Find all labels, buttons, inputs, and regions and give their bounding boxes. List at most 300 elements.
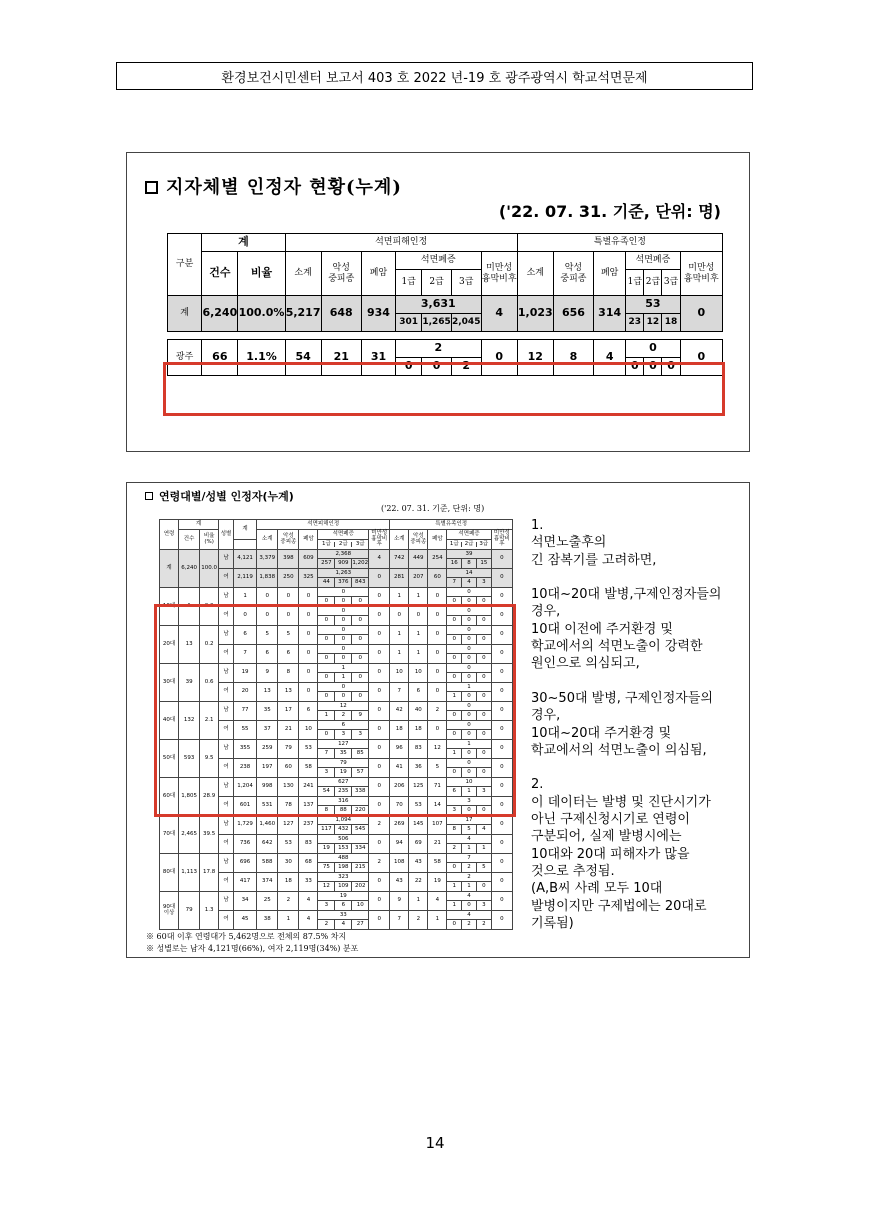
cell: 648 xyxy=(321,296,361,332)
cell: 0 xyxy=(299,607,318,626)
cell: 43 xyxy=(390,873,409,892)
cell: 1,805 xyxy=(179,778,200,816)
cell: 0 xyxy=(369,740,390,759)
cell: 0 xyxy=(278,588,299,607)
cell: 10 xyxy=(409,664,428,683)
pj-g1: 8 xyxy=(324,807,329,813)
pyejeung-cell xyxy=(318,854,369,873)
pj-total: 6 xyxy=(318,721,368,730)
cell: 1.3 xyxy=(200,892,219,930)
col-sp-pyeam: 폐암 xyxy=(428,530,447,550)
cell: 18 xyxy=(278,873,299,892)
pyejeung-cell xyxy=(318,816,369,835)
sp-pj-g3: 0 xyxy=(476,806,491,815)
pj-g2: 4 xyxy=(334,920,351,929)
cell: 374 xyxy=(257,873,278,892)
cell: 0 xyxy=(422,358,452,376)
cell: 40 xyxy=(409,702,428,721)
cell: 5 xyxy=(278,626,299,645)
cell: 6 xyxy=(278,645,299,664)
pj-g2: 0 xyxy=(334,616,351,625)
pj-g2: 6 xyxy=(334,901,351,910)
sp-pyejeung-cell xyxy=(447,873,491,892)
pj-g3: 9 xyxy=(351,711,368,720)
col-sp-pyejeung: 석면폐증 xyxy=(626,252,680,270)
col-sp-g1: 1급 xyxy=(449,540,459,547)
cell: 206 xyxy=(390,778,409,797)
cell: 137 xyxy=(299,797,318,816)
cell: 79 xyxy=(278,740,299,759)
report-header-text: 환경보건시민센터 보고서 403 호 2022 년-19 호 광주광역시 학교석면문제 xyxy=(221,70,648,86)
cell: 96 xyxy=(390,740,409,759)
sp-pj-total: 0 xyxy=(447,664,490,673)
cell: 0 xyxy=(491,797,512,816)
report-header xyxy=(116,62,753,90)
cell: 1,460 xyxy=(257,816,278,835)
cell: 34 xyxy=(233,892,256,911)
pj-g3: 3 xyxy=(351,730,368,739)
pj-g1: 117 xyxy=(321,826,332,832)
cell: 2 xyxy=(369,854,390,873)
sp-pj-g1: 0 xyxy=(452,769,456,775)
cell: 0 xyxy=(299,588,318,607)
cell: 여 xyxy=(219,645,234,664)
cell: 0 xyxy=(369,569,390,588)
cell: 0 xyxy=(491,816,512,835)
sp-pj-g1: 6 xyxy=(452,788,456,794)
sp-pj-total: 4 xyxy=(447,911,490,920)
sp-pyejeung-cell xyxy=(447,569,491,588)
cell: 0 xyxy=(369,588,390,607)
commentary-line: (A,B씨 사례 모두 10대 xyxy=(531,881,663,897)
pj-g2: 3 xyxy=(334,730,351,739)
sp-pj-g1: 0 xyxy=(452,731,456,737)
pj-g1: 3 xyxy=(324,902,329,908)
slide1-title xyxy=(145,173,402,199)
cell: 0 xyxy=(369,892,390,911)
cell: 42 xyxy=(390,702,409,721)
sp-pj-total: 1 xyxy=(447,740,490,749)
cell: 남 xyxy=(219,702,234,721)
cell: 107 xyxy=(428,816,447,835)
cell: 12 xyxy=(644,314,662,332)
sp-pj-total: 10 xyxy=(447,778,490,787)
cell: 10대 xyxy=(160,588,179,626)
sp-pj-g1: 1 xyxy=(452,693,456,699)
cell: 23 xyxy=(626,314,644,332)
cell: 4 xyxy=(369,550,390,569)
cell: 45 xyxy=(233,911,256,930)
checkbox-square-icon xyxy=(145,181,158,194)
cell: 36 xyxy=(409,759,428,778)
pj-total: 627 xyxy=(318,778,368,787)
sp-pj-total: 1 xyxy=(447,683,490,692)
cell: 4 xyxy=(594,340,626,376)
sp-pj-g2: 0 xyxy=(461,692,476,701)
sp-pj-g3: 5 xyxy=(476,863,491,872)
cell: 37 xyxy=(257,721,278,740)
sp-pj-g2: 0 xyxy=(461,730,476,739)
col-g1: 1급 xyxy=(322,540,331,547)
sp-pj-g2: 0 xyxy=(461,635,476,644)
pj-g2: 0 xyxy=(334,635,351,644)
cell: 여 xyxy=(219,759,234,778)
cell: 83 xyxy=(299,835,318,854)
pj-g1: 0 xyxy=(324,617,329,623)
regional-status-slide xyxy=(126,152,750,452)
cell: 39.5 xyxy=(200,816,219,854)
cell: 2 xyxy=(451,358,481,376)
sp-pyejeung-cell xyxy=(447,835,491,854)
cell: 0 xyxy=(369,778,390,797)
cell: 1 xyxy=(428,911,447,930)
pj-g3: 545 xyxy=(351,825,368,834)
note-line: ※ 성별로는 남자 4,121명(66%), 여자 2,119명(34%) 분포 xyxy=(146,943,359,953)
cell: 1 xyxy=(409,588,428,607)
pj-g2: 198 xyxy=(334,863,351,872)
sp-pj-total: 0 xyxy=(447,721,490,730)
pj-g3: 220 xyxy=(351,806,368,815)
cell: 69 xyxy=(409,835,428,854)
cell: 4 xyxy=(481,296,517,332)
sp-pj-g3: 0 xyxy=(476,616,491,625)
col-sex: 성별 xyxy=(219,520,234,550)
pj-g2: 432 xyxy=(334,825,351,834)
cell: 35 xyxy=(257,702,278,721)
cell: 449 xyxy=(409,550,428,569)
cell: 0 xyxy=(278,607,299,626)
pj-g3: 0 xyxy=(351,654,368,663)
commentary-line: 것으로 추정됨. xyxy=(531,863,615,879)
sp-pj-g1: 0 xyxy=(452,598,456,604)
pj-g1: 0 xyxy=(324,674,329,680)
cell: 0 xyxy=(299,683,318,702)
cell: 83 xyxy=(409,740,428,759)
pj-g3: 843 xyxy=(351,578,368,587)
cell: 6,240 xyxy=(179,550,200,588)
cell: 0 xyxy=(491,740,512,759)
col-seokmyeon: 석면피해인정 xyxy=(285,234,517,252)
pj-g2: 909 xyxy=(334,559,351,568)
regional-status-table xyxy=(167,233,723,376)
cell: 593 xyxy=(179,740,200,778)
cell: 33 xyxy=(299,873,318,892)
cell: 0.6 xyxy=(200,664,219,702)
sp-pj-g1: 1 xyxy=(452,902,456,908)
commentary-line xyxy=(531,569,746,586)
sp-pj-g2: 2 xyxy=(461,863,476,872)
pyejeung-cell xyxy=(318,550,369,569)
pj-total: 127 xyxy=(318,740,368,749)
cell: 1 xyxy=(233,588,256,607)
col-g3: 3급 xyxy=(451,270,481,296)
row-label: 광주 xyxy=(168,340,202,376)
col-sp-g3: 3급 xyxy=(476,542,491,548)
cell: 0 xyxy=(428,588,447,607)
col-gye2: 계 xyxy=(233,520,256,540)
sp-pj-g3: 0 xyxy=(476,768,491,777)
pj-g1: 2 xyxy=(324,921,329,927)
cell: 417 xyxy=(233,873,256,892)
cell: 0 xyxy=(491,854,512,873)
sp-pj-g3: 2 xyxy=(476,920,491,929)
pj-total: 2,368 xyxy=(318,550,368,559)
sp-pj-g2: 1 xyxy=(461,787,476,796)
cell: 742 xyxy=(390,550,409,569)
pj-g2: 0 xyxy=(334,597,351,606)
commentary-line: 10대 이전에 주거환경 및 xyxy=(531,621,673,637)
commentary-line: 10대~20대 주거환경 및 xyxy=(531,725,672,741)
sp-pj-g1: 0 xyxy=(452,636,456,642)
cell: 여 xyxy=(219,873,234,892)
cell: 3,631 xyxy=(396,296,481,314)
cell: 0 xyxy=(491,911,512,930)
commentary-line: 구분되어, 실제 발병시에는 xyxy=(531,829,682,845)
cell: 207 xyxy=(409,569,428,588)
cell: 4 xyxy=(299,911,318,930)
cell: 0 xyxy=(680,296,722,332)
cell: 325 xyxy=(299,569,318,588)
cell: 0 xyxy=(369,626,390,645)
commentary-line: 1. xyxy=(531,518,544,533)
cell: 79 xyxy=(179,892,200,930)
cell: 2.1 xyxy=(200,702,219,740)
sp-pj-g1: 7 xyxy=(452,579,456,585)
cell: 531 xyxy=(257,797,278,816)
pj-g3: 27 xyxy=(351,920,368,929)
cell: 0 xyxy=(369,702,390,721)
col-pyeam: 폐암 xyxy=(299,530,318,550)
cell: 127 xyxy=(278,816,299,835)
pyejeung-cell xyxy=(318,569,369,588)
cell: 20 xyxy=(233,683,256,702)
cell: 7 xyxy=(390,911,409,930)
sp-pj-g2: 0 xyxy=(461,806,476,815)
pj-g2: 0 xyxy=(334,654,351,663)
cell: 736 xyxy=(233,835,256,854)
cell: 39 xyxy=(179,664,200,702)
col-sp-mimanseong: 미만성 흉막비후 xyxy=(680,252,722,296)
cell: 0 xyxy=(491,759,512,778)
sp-pj-g3: 0 xyxy=(476,654,491,663)
pj-g3: 215 xyxy=(351,863,368,872)
commentary-line: 발병이지만 구제법에는 20대로 xyxy=(531,898,707,914)
pj-g3: 0 xyxy=(351,616,368,625)
cell: 55 xyxy=(233,721,256,740)
cell: 0 xyxy=(491,683,512,702)
cell: 2,465 xyxy=(179,816,200,854)
pj-g3: 57 xyxy=(351,768,368,777)
col-g1: 1급 xyxy=(396,270,422,296)
cell: 0 xyxy=(428,721,447,740)
table-row xyxy=(168,296,723,314)
cell: 60 xyxy=(428,569,447,588)
col-sp-grades xyxy=(447,540,491,550)
sp-pj-g2: 5 xyxy=(461,825,476,834)
sp-pj-total: 0 xyxy=(447,759,490,768)
cell: 237 xyxy=(299,816,318,835)
cell: 17.8 xyxy=(200,854,219,892)
cell: 남 xyxy=(219,854,234,873)
sp-pj-g1: 0 xyxy=(452,617,456,623)
cell: 588 xyxy=(257,854,278,873)
cell: 7 xyxy=(390,683,409,702)
cell: 9 xyxy=(257,664,278,683)
cell: 609 xyxy=(299,550,318,569)
cell: 0 xyxy=(369,835,390,854)
age-gender-slide xyxy=(126,482,750,958)
cell: 2 xyxy=(369,816,390,835)
col-g2: 2급 xyxy=(334,542,351,548)
cell: 0 xyxy=(491,588,512,607)
cell: 70 xyxy=(390,797,409,816)
cell: 4 xyxy=(299,892,318,911)
cell: 남 xyxy=(219,550,234,569)
cell: 13 xyxy=(179,626,200,664)
cell: 250 xyxy=(278,569,299,588)
cell: 90대 이상 xyxy=(160,892,179,930)
cell: 0 xyxy=(369,911,390,930)
cell: 9 xyxy=(390,892,409,911)
cell: 30대 xyxy=(160,664,179,702)
cell: 0 xyxy=(233,607,256,626)
cell: 108 xyxy=(390,854,409,873)
commentary-line: 긴 잠복기를 고려하면, xyxy=(531,552,657,568)
commentary-line: 10대와 20대 피해자가 많을 xyxy=(531,846,690,862)
sp-pj-g2: 0 xyxy=(461,901,476,910)
cell: 40대 xyxy=(160,702,179,740)
commentary-line: 기록됨) xyxy=(531,915,574,931)
cell: 0 xyxy=(481,340,517,376)
cell: 0 xyxy=(491,607,512,626)
cell: 0 xyxy=(428,664,447,683)
col-sp-mimanseong: 미만성 흉막비후 xyxy=(491,530,512,550)
pj-g3: 10 xyxy=(351,901,368,910)
row-spacer xyxy=(168,332,723,340)
cell: 여 xyxy=(219,569,234,588)
cell: 0 xyxy=(491,645,512,664)
slide2-title-text: 연령대별/성별 인정자(누계) xyxy=(159,490,294,503)
slide1-title-text: 지자체별 인정자 현황(누계) xyxy=(166,177,402,198)
cell: 여 xyxy=(219,721,234,740)
slide2-title xyxy=(145,488,294,504)
cell: 0 xyxy=(369,797,390,816)
sp-pyejeung-cell xyxy=(447,854,491,873)
cell: 0 xyxy=(299,664,318,683)
cell: 6 xyxy=(299,702,318,721)
cell: 8 xyxy=(553,340,593,376)
cell: 0 xyxy=(369,721,390,740)
pj-g1: 3 xyxy=(324,769,329,775)
sp-pj-g3: 3 xyxy=(476,787,491,796)
table-row xyxy=(160,816,513,835)
cell: 2,045 xyxy=(451,314,481,332)
cell: 0 xyxy=(369,607,390,626)
cell: 197 xyxy=(257,759,278,778)
cell: 998 xyxy=(257,778,278,797)
pj-g2: 35 xyxy=(334,749,351,758)
commentary-line: 학교에서의 석면노출이 강력한 xyxy=(531,639,703,655)
cell: 21 xyxy=(278,721,299,740)
sp-pyejeung-cell xyxy=(447,911,491,930)
slide2-notes xyxy=(146,931,358,954)
commentary-line: 30~50대 발병, 구제인정자들의 xyxy=(531,690,713,706)
cell: 28.9 xyxy=(200,778,219,816)
sp-pj-g1: 8 xyxy=(452,826,456,832)
pj-total: 506 xyxy=(318,835,368,844)
cell: 19 xyxy=(428,873,447,892)
sp-pj-g1: 0 xyxy=(452,674,456,680)
cell: 1 xyxy=(409,645,428,664)
col-pyejeung: 석면폐증 xyxy=(396,252,481,270)
sp-pj-g2: 1 xyxy=(461,882,476,891)
col-gye: 계 xyxy=(179,520,219,530)
sp-pj-g1: 1 xyxy=(452,750,456,756)
cell: 14 xyxy=(428,797,447,816)
col-akseong: 악성 중피종 xyxy=(321,252,361,296)
col-special: 특별유족인정 xyxy=(390,520,513,530)
cell: 21 xyxy=(321,340,361,376)
sp-pj-g1: 1 xyxy=(452,883,456,889)
cell: 254 xyxy=(428,550,447,569)
cell: 남 xyxy=(219,778,234,797)
sp-pj-g3: 3 xyxy=(476,578,491,587)
sp-pj-g3: 0 xyxy=(476,635,491,644)
cell: 1,265 xyxy=(422,314,452,332)
cell: 0 xyxy=(491,626,512,645)
commentary-line: 원인으로 의심되고, xyxy=(531,656,640,672)
sp-pj-g2: 0 xyxy=(461,654,476,663)
cell: 0.2 xyxy=(200,626,219,664)
pj-g2: 0 xyxy=(334,692,351,701)
sp-pj-g2: 0 xyxy=(461,711,476,720)
commentary-line: 경우, xyxy=(531,708,561,724)
col-sp-akseong: 악성 중피종 xyxy=(553,252,593,296)
pj-total: 488 xyxy=(318,854,368,863)
sp-pj-g3: 0 xyxy=(476,711,491,720)
cell: 4 xyxy=(428,892,447,911)
sp-pj-g2: 4 xyxy=(461,578,476,587)
commentary-line: 학교에서의 석면노출이 의심됨, xyxy=(531,742,707,758)
col-mimanseong: 미만성 흉막비후 xyxy=(369,530,390,550)
commentary-text xyxy=(531,517,746,932)
pj-g1: 44 xyxy=(322,579,330,585)
sp-pj-g3: 0 xyxy=(476,749,491,758)
cell: 94 xyxy=(390,835,409,854)
commentary-line: 2. xyxy=(531,777,544,793)
cell: 6 xyxy=(233,626,256,645)
cell: 1 xyxy=(390,588,409,607)
pj-g1: 257 xyxy=(321,560,332,566)
pj-total: 33 xyxy=(318,911,368,920)
col-sp-sogye: 소계 xyxy=(390,530,409,550)
pj-total: 79 xyxy=(318,759,368,768)
cell: 6 xyxy=(409,683,428,702)
commentary-line: 석면노출후의 xyxy=(531,535,607,551)
pj-g2: 376 xyxy=(334,578,351,587)
cell: 50대 xyxy=(160,740,179,778)
pyejeung-cell xyxy=(318,911,369,930)
table-row xyxy=(160,892,513,911)
commentary-line: 10대~20대 발병,구제인정자들의 xyxy=(531,587,722,603)
cell: 0 xyxy=(491,664,512,683)
col-sp-g1: 1급 xyxy=(626,270,644,296)
cell: 0 xyxy=(428,626,447,645)
col-biyul: 비율 (%) xyxy=(200,530,219,550)
sp-pj-total: 7 xyxy=(447,854,490,863)
pj-g1: 7 xyxy=(324,750,329,756)
pj-total: 1,094 xyxy=(318,816,368,825)
